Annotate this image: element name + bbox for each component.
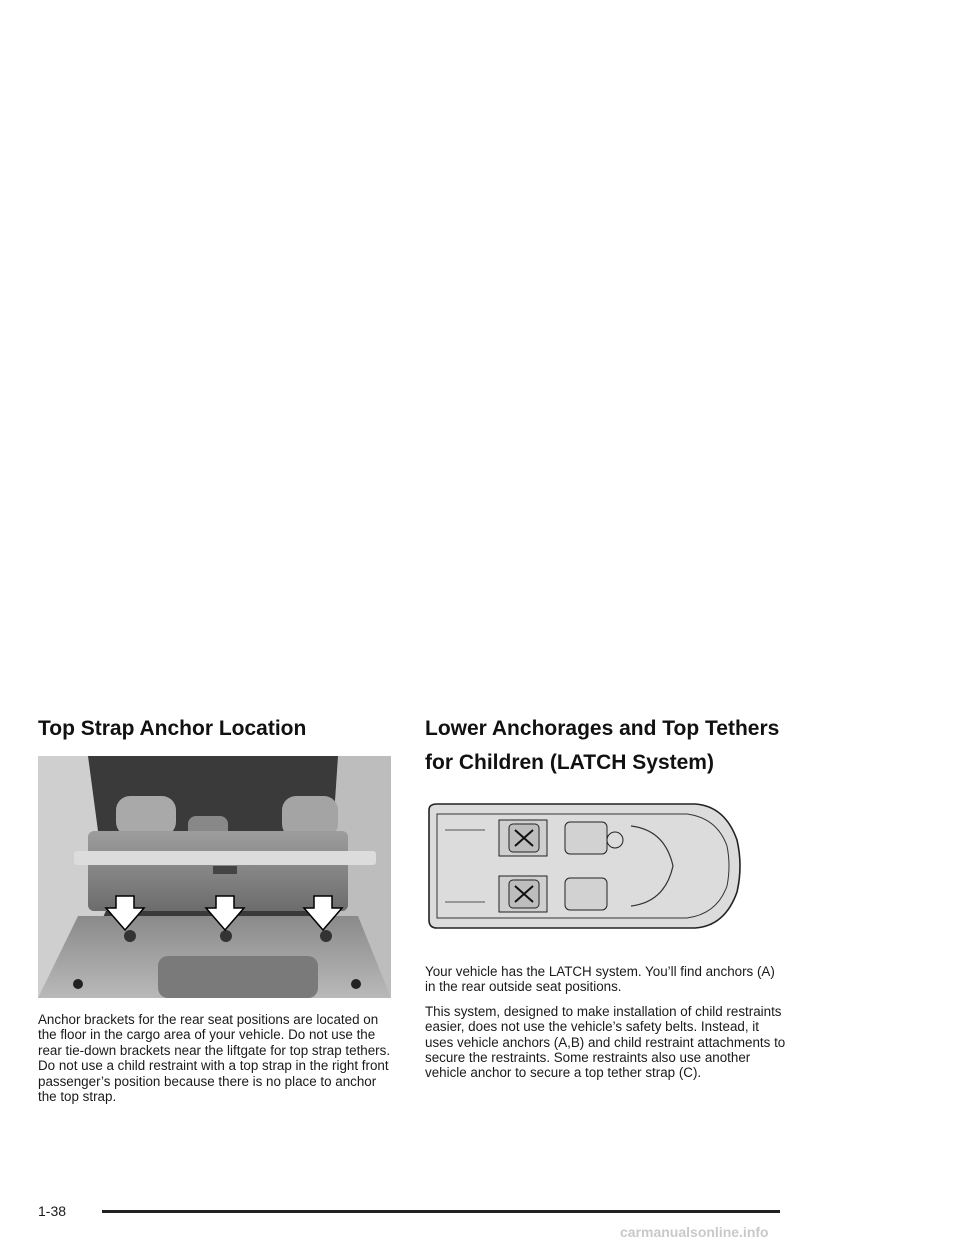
page-number: 1-38 — [38, 1203, 67, 1219]
section-heading-latch-line2: for Children (LATCH System) — [425, 751, 714, 774]
left-body-text — [38, 1012, 392, 1113]
left-column — [38, 712, 390, 746]
cargo-area-photo — [38, 756, 391, 998]
top-strap-paragraph: Anchor brackets for the rear seat positions are located on the floor in the cargo area of your vehicle. Do not use the rear tie-down brackets near the liftgate for top strap tethers. Do not use a child restraint with a top strap in the right front passenger’s position because there is no place to anchor the top strap. — [38, 1012, 391, 1105]
watermark: carmanualsonline.info — [620, 1224, 769, 1240]
section-heading-top-strap: Top Strap Anchor Location — [38, 717, 307, 740]
latch-paragraph-2: This system, designed to make installation of child restraints easier, does not use the vehicle’s safety belts. Instead, it uses vehicle anchors (A,B) and child restraint attachments to secure the restraints. Some restraints also use another vehicle anchor to secure a top tether strap (C). — [425, 1003, 786, 1081]
footer-rule — [102, 1210, 780, 1213]
vehicle-top-view-illustration — [425, 800, 745, 932]
cargo-area-illustration — [38, 756, 391, 998]
section-heading-latch-line1: Lower Anchorages and Top Tethers — [425, 717, 780, 740]
latch-vehicle-diagram — [425, 800, 745, 932]
right-body-text — [425, 964, 787, 1090]
right-column — [425, 712, 785, 780]
latch-paragraph-1: Your vehicle has the LATCH system. You’ll find anchors (A) in the rear outside seat positions. — [425, 964, 775, 995]
